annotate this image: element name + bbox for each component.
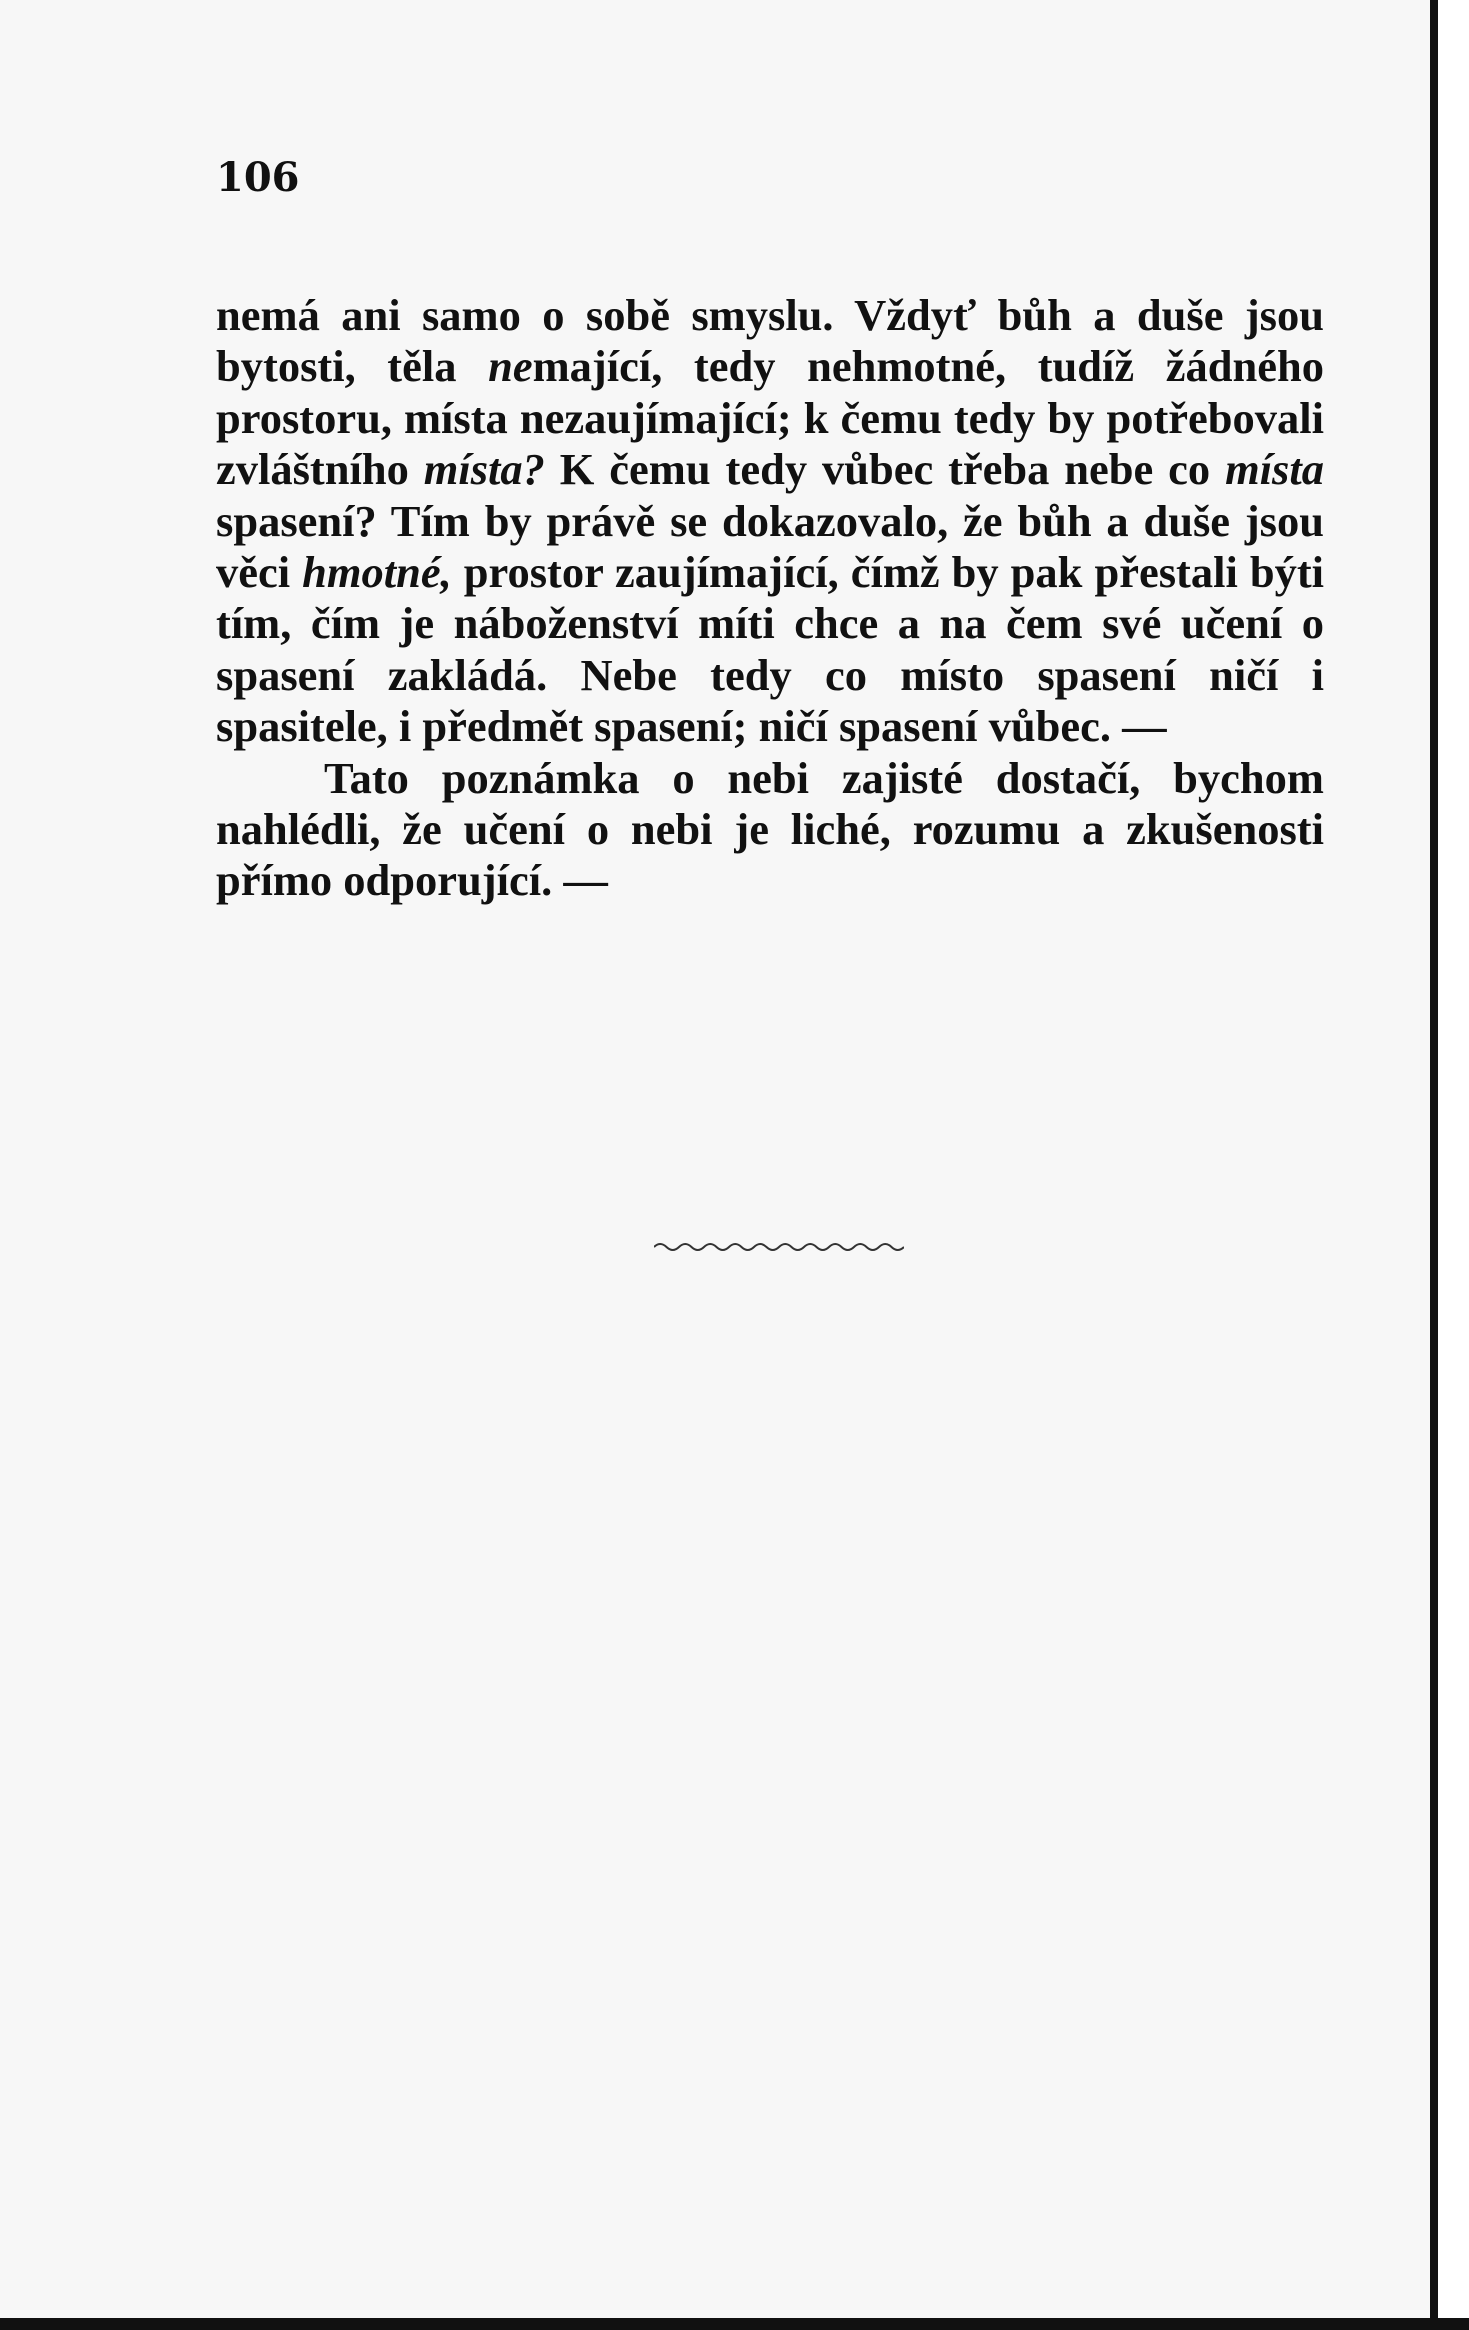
text-span: prostor zaujímající, čímž by pak přestali býti tím, čím je náboženství míti chce a na čem své učení o spasení zakládá. Nebe tedy co místo spasení ničí i spasitele, i předmět spasení; ničí spasení vůbec. — (216, 547, 1324, 752)
italic-span: hmotné, (302, 547, 452, 598)
page-edge-bottom (0, 2318, 1469, 2330)
text-span: Tato poznámka o nebi zajisté dostačí, bychom nahlédli, že učení o nebi je liché, rozumu a zkušenosti přímo odporující. — (216, 752, 1324, 906)
page-number: 106 (216, 154, 300, 201)
page-edge-right (1430, 0, 1438, 2318)
italic-span: ne (488, 341, 533, 392)
text-span: nemá ani samo o sobě smyslu. Vždyť bůh a duše jsou bytosti, těla (216, 290, 1324, 392)
italic-span: místa (1225, 444, 1324, 495)
text-span: spasení? Tím by právě se dokazovalo, že bůh a duše jsou věci (216, 495, 1324, 598)
wavy-ornament-icon (654, 1240, 904, 1254)
paragraph-2 (216, 753, 1324, 907)
paragraph-1 (216, 290, 1324, 753)
text-span: mající, tedy nehmotné, tudíž žádného prostoru, místa nezaujímající; k čemu tedy by potřebovali zvláštního (216, 341, 1324, 495)
text-span: K čemu tedy vůbec třeba nebe co (544, 444, 1226, 495)
italic-span: místa? (423, 444, 545, 495)
body-text (216, 290, 1324, 907)
